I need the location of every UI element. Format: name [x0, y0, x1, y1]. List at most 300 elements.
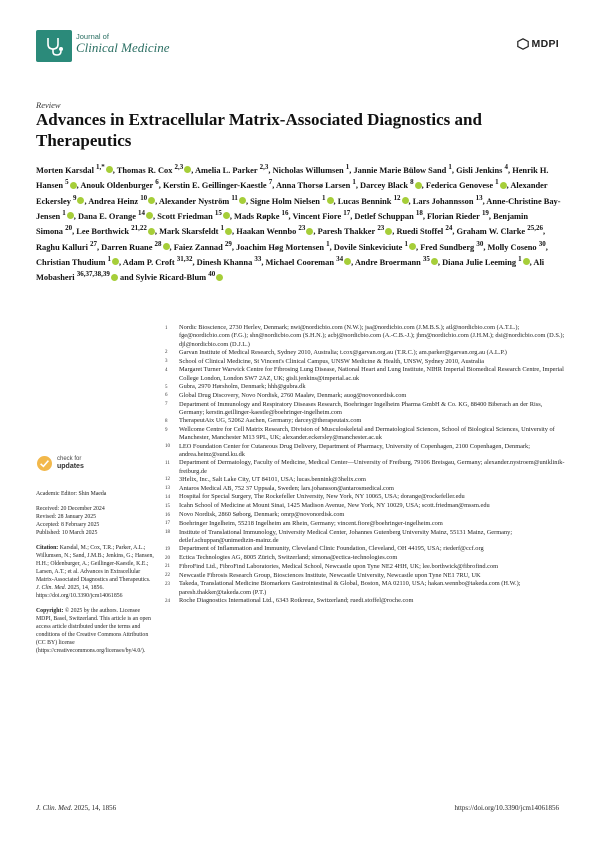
author-separator: , — [333, 196, 338, 206]
author-entry — [354, 255, 443, 267]
author-name[interactable]: Sylvie Ricard-Blum — [135, 273, 207, 283]
affiliation-item — [165, 324, 565, 349]
author-name[interactable]: Paresh Thakker — [317, 227, 376, 237]
author-affiliation-marker: 1 — [448, 163, 452, 171]
author-name[interactable]: Florian Rieder — [427, 211, 480, 221]
author-affiliation-marker: 15 — [214, 209, 222, 218]
publisher-logo — [517, 38, 559, 50]
author-name[interactable]: Scott Friedman — [157, 211, 213, 221]
affiliation-item — [165, 529, 565, 546]
author-name[interactable]: Andre Broermann — [354, 257, 421, 267]
affiliation-number: 18 — [165, 530, 170, 536]
author-separator: , — [329, 242, 334, 252]
author-entry — [77, 209, 158, 221]
author-affiliation-marker: 23 — [377, 224, 385, 233]
author-separator: , — [349, 165, 354, 175]
author-entry — [292, 209, 355, 221]
author-name[interactable]: Thomas R. Cox — [116, 165, 173, 175]
author-name[interactable]: Henrik H. Hansen — [36, 165, 549, 191]
affiliation-text: Takeda, Translational Medicine Biomarkers Gastrointestinal & Global, Boston, MA 02110, USA; hakan.wennbo@takeda.com (H.W.); paresh.thakker@takeda.com (P.T.) — [179, 580, 521, 596]
author-separator: , — [392, 227, 397, 237]
author-entry — [487, 239, 548, 252]
author-affiliation-marker: 36,37,38,39 — [76, 270, 110, 279]
author-name[interactable]: Raghu Kalluri — [36, 242, 88, 252]
author-affiliation-marker: 24 — [445, 224, 453, 233]
author-entry — [250, 193, 338, 206]
author-entry — [36, 163, 117, 175]
author-separator: , — [72, 227, 77, 237]
author-entry — [442, 255, 534, 267]
author-affiliation-marker: 6 — [155, 178, 159, 187]
affiliation-number: 14 — [165, 494, 170, 500]
check-updates-icon — [36, 455, 53, 472]
orcid-icon[interactable] — [239, 197, 246, 204]
affiliation-item — [165, 417, 565, 426]
orcid-icon[interactable] — [523, 258, 530, 265]
author-name[interactable]: Ruedi Stoffel — [396, 227, 444, 237]
author-affiliation-marker: 1 — [404, 239, 408, 248]
affiliation-text: Roche Diagnostics International Ltd., 6343 Rotkreuz, Switzerland; ruedi.stoffel@roche.com — [179, 597, 414, 604]
copyright-label: Copyright: — [36, 608, 64, 614]
author-name[interactable]: Kerstin E. Geillinger-Kaestle — [162, 181, 267, 191]
author-entry — [194, 163, 273, 175]
author-separator: , — [488, 211, 494, 221]
author-entry — [396, 224, 457, 237]
affiliation-text: Department of Immunology and Respiratory Diseases Research, Boehringer Ingelheim Pharma GmbH & Co. KG, 88400 Biberach an der Riss, Germany; kerstin.geillinger-kaestle@boehringer-ingelheim.com — [179, 400, 543, 416]
author-separator: , — [545, 242, 548, 252]
author-name[interactable]: Anna Thorsø Larsen — [275, 181, 351, 191]
affiliation-number: 19 — [165, 546, 170, 552]
journal-logo — [36, 30, 72, 62]
author-separator: , — [421, 181, 426, 191]
orcid-icon[interactable] — [111, 274, 118, 281]
affiliation-number: 22 — [165, 573, 170, 579]
affiliation-item — [165, 563, 565, 572]
author-affiliation-marker: 20 — [65, 224, 73, 233]
copyright-block — [36, 607, 154, 655]
author-affiliation-marker: 28 — [154, 239, 162, 248]
academic-editor: Academic Editor: Shin Maeda — [36, 491, 107, 497]
author-affiliation-marker: 1 — [352, 178, 356, 187]
author-affiliation-marker: 31,32 — [176, 255, 193, 264]
affiliation-number: 10 — [165, 444, 170, 450]
author-separator: , — [73, 211, 78, 221]
affiliation-number: 23 — [165, 581, 170, 587]
author-name[interactable]: Lee Borthwick — [76, 227, 130, 237]
author-name[interactable]: Mads Røpke — [234, 211, 280, 221]
author-affiliation-marker: 2,3 — [174, 163, 184, 171]
affiliation-text: Novo Nordisk, 2860 Søborg, Denmark; omrp@novonordisk.com — [179, 511, 345, 519]
affiliation-item — [165, 580, 565, 597]
author-separator: , — [422, 211, 428, 221]
affiliation-item — [165, 572, 565, 581]
author-separator: , — [416, 242, 421, 252]
author-affiliation-marker: 40 — [208, 270, 216, 279]
affiliation-number: 13 — [165, 486, 170, 492]
author-affiliation-marker: 14 — [138, 209, 145, 218]
footer-volume: 2025, 14, 1856 — [74, 804, 117, 812]
affiliation-text: Boehringer Ingelheim, 55218 Ingelheim am Rhein, Germany; vincent.fiore@boehringer-ingelheim.com — [179, 519, 443, 527]
author-separator: , — [351, 257, 355, 267]
author-separator: , — [508, 165, 513, 175]
affiliation-item — [165, 401, 565, 418]
footer-doi[interactable]: https://doi.org/10.3390/jcm14061856 — [454, 804, 559, 812]
affiliation-item — [165, 554, 565, 563]
author-separator: , — [84, 196, 89, 206]
article-type: Review — [36, 100, 61, 110]
author-entry — [275, 178, 361, 191]
author-name[interactable]: Ali Mobasheri — [36, 257, 545, 283]
author-affiliation-marker: 12 — [393, 193, 401, 202]
author-name[interactable]: Alexander Nyström — [158, 196, 230, 206]
author-affiliation-marker: 34 — [336, 255, 344, 264]
author-name[interactable]: Christian Thudium — [36, 257, 106, 267]
author-entry — [265, 255, 355, 267]
footer-citation — [36, 804, 116, 812]
author-separator: , — [76, 181, 81, 191]
author-name[interactable]: Michael Cooreman — [265, 257, 335, 267]
author-separator: , — [191, 165, 195, 175]
affiliation-text: Newcastle Fibrosis Research Group, Biosciences Institute, Newcastle University, Newcastle upon Tyne NE1 7RU, UK — [179, 571, 481, 579]
author-affiliation-marker: 5 — [65, 178, 69, 187]
author-separator: , — [313, 227, 318, 237]
author-name[interactable]: Diana Julie Leeming — [442, 257, 517, 267]
author-name[interactable]: Fred Sundberg — [420, 242, 475, 252]
affiliation-number: 5 — [165, 384, 168, 390]
author-name[interactable]: Mark Skarsfeldt — [159, 227, 219, 237]
author-separator: and — [117, 273, 136, 283]
author-affiliation-marker: 2,3 — [259, 163, 269, 171]
affiliation-number: 7 — [165, 402, 168, 408]
affiliation-number: 20 — [165, 555, 170, 561]
affiliation-number: 24 — [165, 598, 170, 604]
footer-journal: J. Clin. Med. — [36, 804, 73, 812]
author-separator: , — [506, 181, 511, 191]
affiliation-number: 6 — [165, 393, 168, 399]
orcid-icon[interactable] — [106, 166, 113, 173]
orcid-icon[interactable] — [112, 258, 119, 265]
affiliation-text: Global Drug Discovery, Novo Nordisk, 2760 Maaløv, Denmark; auog@novonordisk.com — [179, 391, 407, 399]
author-separator: , — [529, 257, 534, 267]
affiliation-text: LEO Foundation Center for Cutaneous Drug Delivery, Department of Pharmacy, University of Copenhagen, 2100 Copenhagen, Denmark; andrea.heinz@sund.ku.dk — [179, 442, 530, 458]
author-name[interactable]: Dinesh Khanna — [196, 257, 253, 267]
affiliation-number: 17 — [165, 521, 170, 527]
citation-volume[interactable]: 2025, 14, 1856. https://doi.org/10.3390/jcm14061856 — [36, 585, 123, 599]
affiliation-text: Ectica Technologies AG, 8005 Zürich, Switzerland; simona@ectica-technologies.com — [179, 554, 398, 562]
author-separator: , — [482, 196, 487, 206]
author-name[interactable]: Gisli Jenkins — [456, 165, 503, 175]
author-name[interactable]: Graham W. Clarke — [456, 227, 526, 237]
dates-block — [36, 505, 154, 537]
author-entry — [80, 178, 163, 191]
author-entry — [360, 178, 426, 191]
author-name[interactable]: Adam P. Croft — [122, 257, 175, 267]
affiliation-text: FibroFind Ltd., FibroFind Laboratories, Medical School, Newcastle upon Tyne NE2 4HH, UK; lee.borthwick@fibrofind.com — [179, 562, 499, 570]
orcid-icon[interactable] — [223, 212, 230, 219]
author-name[interactable]: Anne-Christine Bay-Jensen — [36, 196, 561, 221]
author-name[interactable]: Jannie Marie Bülow Sand — [353, 165, 447, 175]
author-separator: , — [96, 242, 102, 252]
author-separator: , — [232, 227, 237, 237]
author-affiliation-marker: 18 — [415, 209, 423, 218]
affiliation-item — [165, 520, 565, 529]
author-entry — [76, 224, 160, 237]
article-title: Advances in Extracellular Matrix-Associated Diagnostics and Therapeutics — [36, 110, 482, 150]
author-entry — [157, 209, 235, 221]
affiliation-number: 3 — [165, 359, 168, 365]
author-separator: , — [452, 227, 457, 237]
author-affiliation-marker: 1 — [322, 193, 326, 202]
author-name[interactable]: Andrea Heinz — [88, 196, 139, 206]
author-separator: , — [355, 181, 361, 191]
affiliation-number: 21 — [165, 564, 170, 570]
author-affiliation-marker: 8 — [410, 178, 414, 187]
author-name[interactable]: Anouk Oldenburger — [80, 181, 154, 191]
author-separator: , — [542, 227, 546, 237]
author-entry — [88, 193, 159, 206]
affiliation-item — [165, 459, 565, 476]
author-name[interactable]: Dana E. Orange — [77, 211, 136, 221]
check-updates-label — [57, 456, 84, 470]
affiliation-item — [165, 545, 565, 554]
author-affiliation-marker: 30 — [538, 239, 546, 248]
publisher-name: MDPI — [531, 38, 559, 50]
author-affiliation-marker: 33 — [254, 255, 262, 264]
author-affiliation-marker: 9 — [72, 193, 77, 202]
accepted-date: Accepted: 8 February 2025 — [36, 522, 100, 528]
author-name[interactable]: Dovile Sinkeviciute — [333, 242, 403, 252]
revised-date: Revised: 28 January 2025 — [36, 514, 97, 520]
stethoscope-icon — [43, 35, 65, 57]
author-entry — [158, 193, 251, 206]
author-entry — [196, 255, 266, 267]
author-entry — [116, 163, 195, 175]
author-affiliation-marker: 4 — [504, 163, 509, 171]
affiliation-item — [165, 426, 565, 443]
journal-name-line1: Journal of — [76, 32, 109, 41]
author-separator: , — [437, 257, 443, 267]
orcid-icon[interactable] — [70, 182, 77, 189]
orcid-icon[interactable] — [431, 258, 438, 265]
affiliation-number: 8 — [165, 418, 168, 424]
author-name[interactable]: Darren Ruane — [101, 242, 153, 252]
affiliation-text: TherapeutAix UG, 52062 Aachen, Germany; darcey@therapeutaix.com — [179, 417, 362, 425]
author-name[interactable]: Amelia L. Parker — [194, 165, 258, 175]
author-entry — [456, 163, 513, 175]
citation-journal: J. Clin. Med. — [36, 585, 67, 591]
orcid-icon[interactable] — [409, 243, 416, 250]
author-separator: , — [154, 227, 160, 237]
author-entry — [162, 178, 276, 191]
author-affiliation-marker: 21,22 — [131, 224, 147, 233]
author-separator: , — [192, 257, 197, 267]
author-name[interactable]: Faiez Zannad — [173, 242, 223, 252]
affiliation-item — [165, 443, 565, 460]
author-separator: , — [245, 196, 251, 206]
affiliation-number: 2 — [165, 350, 168, 356]
affiliation-number: 1 — [165, 325, 168, 331]
author-entry — [272, 163, 354, 175]
affiliation-number: 16 — [165, 512, 170, 518]
author-entry — [412, 193, 487, 206]
author-affiliation-marker: 1,* — [96, 163, 105, 171]
orcid-icon[interactable] — [216, 274, 223, 281]
orcid-icon[interactable] — [500, 182, 507, 189]
author-entry — [36, 239, 102, 252]
affiliation-number: 4 — [165, 367, 168, 373]
affiliation-item — [165, 493, 565, 502]
author-name[interactable]: Benjamin Simona — [36, 211, 529, 237]
author-entry — [333, 239, 421, 252]
affiliation-item — [165, 349, 565, 358]
citation-text: Karsdal, M.; Cox, T.R.; Parker, A.L.; Willumsen, N.; Sand, J.M.B.; Jenkins, G.; Hansen, H.H.; Oldenburger, A.; Geillinger-Kaestle, K.E.; Larsen, A.T.; et al. Advances in Extracellular Matrix-Associated Diagnostics and Therapeutics. — [36, 545, 154, 583]
affiliation-text: Antaros Medical AB, 752 37 Uppsala, Sweden; lars.johansson@antarosmedical.com — [179, 484, 394, 492]
author-affiliation-marker: 27 — [89, 239, 97, 248]
author-name[interactable]: Vincent Fiore — [292, 211, 342, 221]
author-affiliation-marker: 7 — [268, 178, 273, 187]
affiliation-text: Margaret Turner Warwick Centre for Fibrosing Lung Disease, National Heart and Lung Institute, NIHR Imperial Biomedical Research Centre, Imperial College London, London SW7 2AZ, UK; gisli.jenkins@imperial.ac.uk — [179, 366, 564, 382]
affiliation-text: 3Helix, Inc., Salt Lake City, UT 84101, USA; lucas.bennink@3helix.com — [179, 475, 366, 483]
author-separator: , — [169, 242, 174, 252]
author-separator: , — [288, 211, 293, 221]
author-name[interactable]: Nicholas Willumsen — [272, 165, 344, 175]
author-separator: , — [272, 181, 276, 191]
author-name[interactable]: Detlef Schuppan — [354, 211, 414, 221]
author-affiliation-marker: 16 — [281, 209, 289, 218]
author-name[interactable]: Lars Johannsson — [412, 196, 474, 206]
check-updates-line1: check for — [57, 456, 82, 463]
orcid-icon[interactable] — [163, 243, 170, 250]
citation-block — [36, 544, 154, 600]
received-date: Received: 20 December 2024 — [36, 506, 105, 512]
author-name[interactable]: Joachim Høg Mortensen — [236, 242, 324, 252]
affiliation-text: Institute of Translational Immunology, University Medical Center, Johannes Gutenberg University Mainz, 55131 Mainz, Germany; detlef.schuppan@unimedizin-mainz.de — [179, 528, 513, 544]
author-affiliation-marker: 10 — [140, 193, 148, 202]
author-entry — [36, 255, 123, 267]
affiliation-item — [165, 511, 565, 520]
citation-label: Citation: — [36, 545, 59, 551]
author-entry — [101, 239, 174, 252]
author-name[interactable]: Federica Genovese — [425, 181, 494, 191]
affiliation-text: Nordic Bioscience, 2730 Herlev, Denmark; nwi@nordicbio.com (N.W.); jsa@nordicbio.com (J.M.B.S.); atl@nordicbio.com (A.T.L.); fge@nordicbio.com (F.G.); shn@nordicbio.com (S.H.N.); acbj@nordicbio.com (A.-C.B.-J.); jhm@nordicbio.com (J.H.M.); dsi@nordicbio.com (D.S.); djl@nordicbio.com (D.J.L.) — [179, 324, 565, 348]
affiliation-text: Department of Dermatology, Faculty of Medicine, Medical Center—University of Freiburg, 79106 Breisgau, Germany; alexander.nystroem@uniklinik-freiburg.de — [179, 459, 565, 475]
author-separator: , — [112, 165, 117, 175]
author-separator: , — [451, 165, 457, 175]
affiliation-text: Garvan Institute of Medical Research, Sydney 2010, Australia; t.cox@garvan.org.au (T.R.C.); am.parker@garvan.org.au (A.L.P.) — [179, 348, 507, 356]
author-entry — [353, 163, 457, 175]
affiliation-text: Gubra, 2970 Hørsholm, Denmark; hhh@gubra.dk — [179, 383, 306, 391]
author-affiliation-marker: 29 — [224, 239, 232, 248]
author-separator: , — [268, 165, 273, 175]
affiliation-item — [165, 366, 565, 383]
author-affiliation-marker: 23 — [298, 224, 306, 233]
affiliation-number: 12 — [165, 477, 170, 483]
affiliation-number: 9 — [165, 427, 168, 433]
author-affiliation-marker: 35 — [422, 255, 430, 264]
author-name[interactable]: Alexander Eckersley — [36, 181, 548, 206]
affiliation-text: Department of Inflammation and Immunity, Cleveland Clinic Foundation, Cleveland, OH 44195, USA; riederf@ccf.org — [179, 545, 484, 553]
affiliation-number: 11 — [165, 460, 170, 466]
copyright-text: © 2025 by the authors. Licensee MDPI, Basel, Switzerland. This article is an open access article distributed under the terms and conditions of the Creative Commons Attribution (CC BY) license (https://creativecommons.org/licenses/by/4.0/). — [36, 608, 151, 654]
author-affiliation-marker: 13 — [475, 193, 483, 202]
author-separator: , — [408, 196, 413, 206]
orcid-icon[interactable] — [402, 197, 409, 204]
affiliation-text: Wellcome Centre for Cell Matrix Research, Division of Musculoskeletal and Dermatological Sciences, School of Biological Sciences, University of Manchester, Manchester M13 9PL, UK; alexander.eckersley@manchester.ac.uk — [179, 426, 555, 442]
author-name[interactable]: Morten Karsdal — [36, 165, 94, 175]
author-list — [36, 162, 566, 285]
author-separator: , — [155, 196, 159, 206]
affiliation-item — [165, 383, 565, 392]
author-entry — [159, 224, 237, 237]
orcid-icon[interactable] — [146, 212, 153, 219]
author-affiliation-marker: 17 — [343, 209, 351, 218]
check-for-updates[interactable] — [36, 455, 84, 472]
author-affiliation-marker: 1 — [345, 163, 350, 171]
affiliation-item — [165, 485, 565, 494]
orcid-icon[interactable] — [415, 182, 422, 189]
author-affiliation-marker: 30 — [476, 239, 484, 248]
author-entry — [173, 239, 237, 252]
author-affiliation-marker: 1 — [518, 255, 522, 264]
author-entry — [427, 209, 494, 221]
author-entry — [456, 224, 546, 237]
author-separator: , — [158, 181, 163, 191]
orcid-icon[interactable] — [327, 197, 334, 204]
mdpi-icon — [517, 38, 529, 50]
author-entry — [135, 270, 224, 283]
author-name[interactable]: Signe Holm Nielsen — [250, 196, 320, 206]
orcid-icon[interactable] — [225, 228, 232, 235]
check-updates-line2: updates — [57, 462, 84, 470]
author-separator: , — [229, 211, 235, 221]
orcid-icon[interactable] — [148, 228, 155, 235]
author-entry — [420, 239, 488, 252]
author-separator: , — [483, 242, 488, 252]
author-entry — [317, 224, 397, 237]
author-separator: , — [231, 242, 237, 252]
affiliation-text: Icahn School of Medicine at Mount Sinai, 1425 Madison Avenue, New York, NY 10029, USA; scott.friedman@mssm.edu — [179, 502, 490, 510]
affiliation-item — [165, 502, 565, 511]
affiliation-item — [165, 392, 565, 401]
author-affiliation-marker: 1 — [220, 224, 224, 233]
author-affiliation-marker: 11 — [231, 193, 238, 202]
author-affiliation-marker: 1 — [107, 255, 112, 264]
author-entry — [122, 255, 197, 267]
author-affiliation-marker: 19 — [481, 209, 489, 218]
journal-name-line2: Clinical Medicine — [76, 39, 170, 55]
affiliation-list — [165, 324, 565, 606]
author-name[interactable]: Molly Coseno — [487, 242, 537, 252]
author-separator: , — [261, 257, 266, 267]
journal-name — [76, 33, 170, 55]
author-affiliation-marker: 25,26 — [527, 224, 543, 233]
author-separator: , — [350, 211, 355, 221]
published-date: Published: 10 March 2025 — [36, 530, 98, 536]
author-name[interactable]: Lucas Bennink — [337, 196, 392, 206]
affiliation-item — [165, 358, 565, 367]
author-name[interactable]: Haakan Wennbo — [236, 227, 297, 237]
author-affiliation-marker: 1 — [326, 239, 330, 248]
affiliation-text: School of Clinical Medicine, St Vincent's Clinical Campus, UNSW Medicine & Health, UNSW, Sydney 2010, Australia — [179, 357, 485, 365]
article-info-sidebar — [36, 490, 154, 662]
orcid-icon[interactable] — [67, 212, 74, 219]
affiliation-item — [165, 476, 565, 485]
author-entry — [425, 178, 511, 191]
affiliation-number: 15 — [165, 503, 170, 509]
author-separator: , — [119, 257, 123, 267]
author-name[interactable]: Darcey Black — [360, 181, 409, 191]
author-entry — [236, 239, 334, 252]
